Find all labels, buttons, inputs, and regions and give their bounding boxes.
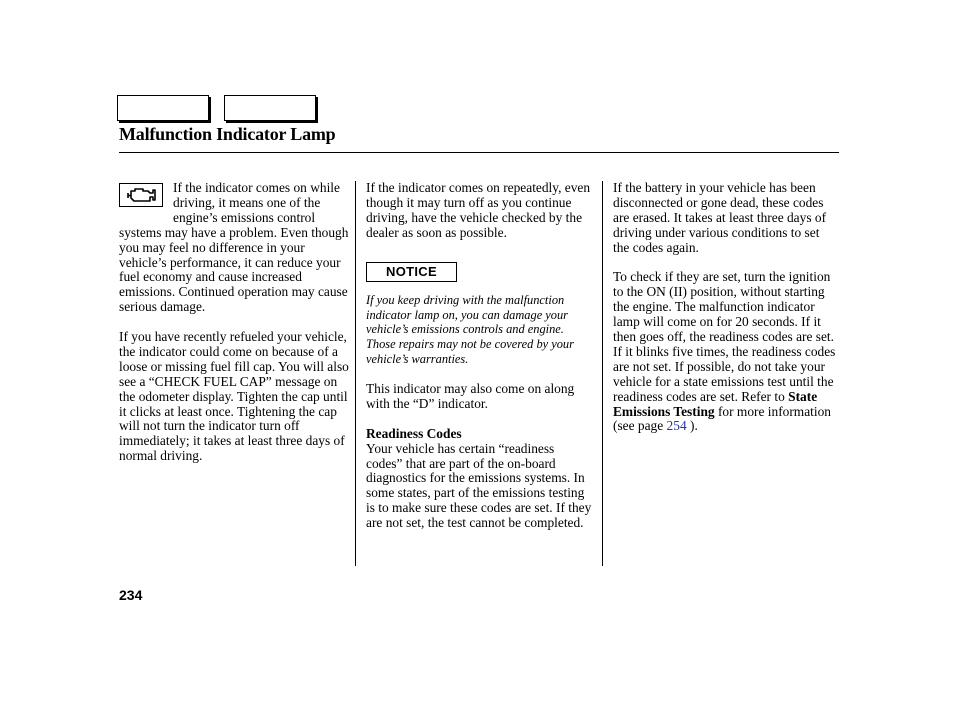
- paragraph: If the indicator comes on repeatedly, even though it may turn off as you continue driving, have the vehicle checked by the dealer as soon as possible.: [366, 180, 591, 240]
- column-divider: [355, 181, 356, 566]
- title-divider: [119, 152, 839, 153]
- paragraph: Your vehicle has certain “readiness codes” that are part of the on-board diagnostics for the emissions systems. In some states, part of the emissions testing is to make sure these codes are set. If they are not set, the test cannot be completed.: [366, 440, 592, 531]
- text-column-3: [613, 181, 839, 434]
- page-number: 234: [119, 587, 143, 603]
- section-heading: Readiness Codes: [366, 425, 462, 441]
- notice-text: If you keep driving with the malfunction indicator lamp on, you can damage your vehicle’s emissions controls and engine. Those repairs may not be covered by your vehicle’s warranties.: [366, 292, 574, 367]
- paragraph: If the indicator comes on while driving, it means one of the engine’s emissions control systems may have a problem. Even though you may feel no difference in your vehicle’s performance, it can reduce your fuel economy and cause increased emissions. Continued operation may cause serious damage.: [119, 180, 349, 315]
- notice-label: NOTICE: [366, 262, 457, 282]
- cross-reference: State Emissions Testing: [613, 388, 818, 419]
- nav-button-main-menu[interactable]: [117, 95, 209, 121]
- text-column-2: [366, 181, 594, 531]
- text-column-1: [119, 181, 349, 464]
- column-divider: [602, 181, 603, 566]
- text-run: To check if they are set, turn the ignition to the ON (II) position, without starting the engine. The malfunction indicator lamp will come on for 20 seconds. If it then goes off, the readiness codes are set. If it blinks five times, the readiness codes are not set. If possible, do not take your vehicle for a state emissions test until the readiness codes are set. Refer to: [613, 269, 836, 404]
- text-run: for more information (see page: [613, 403, 831, 434]
- text-run: ).: [690, 418, 698, 434]
- check-engine-icon: [119, 183, 163, 207]
- paragraph: [613, 270, 839, 434]
- nav-button-table-of-contents[interactable]: [224, 95, 316, 121]
- paragraph: If the battery in your vehicle has been disconnected or gone dead, these codes are erased. It takes at least three days of driving under various conditions to set the codes again.: [613, 180, 827, 255]
- paragraph: This indicator may also come on along with the “D” indicator.: [366, 381, 575, 411]
- page-link[interactable]: 254: [666, 418, 687, 434]
- paragraph: If you have recently refueled your vehicle, the indicator could come on because of a loose or missing fuel fill cap. You will also see a “CHECK FUEL CAP” message on the odometer display. Tighten the cap until it clicks at least once. Tightening the cap will not turn the indicator turn off immediately; it takes at least three days of normal driving.: [119, 329, 349, 464]
- page-title: Malfunction Indicator Lamp: [119, 124, 336, 144]
